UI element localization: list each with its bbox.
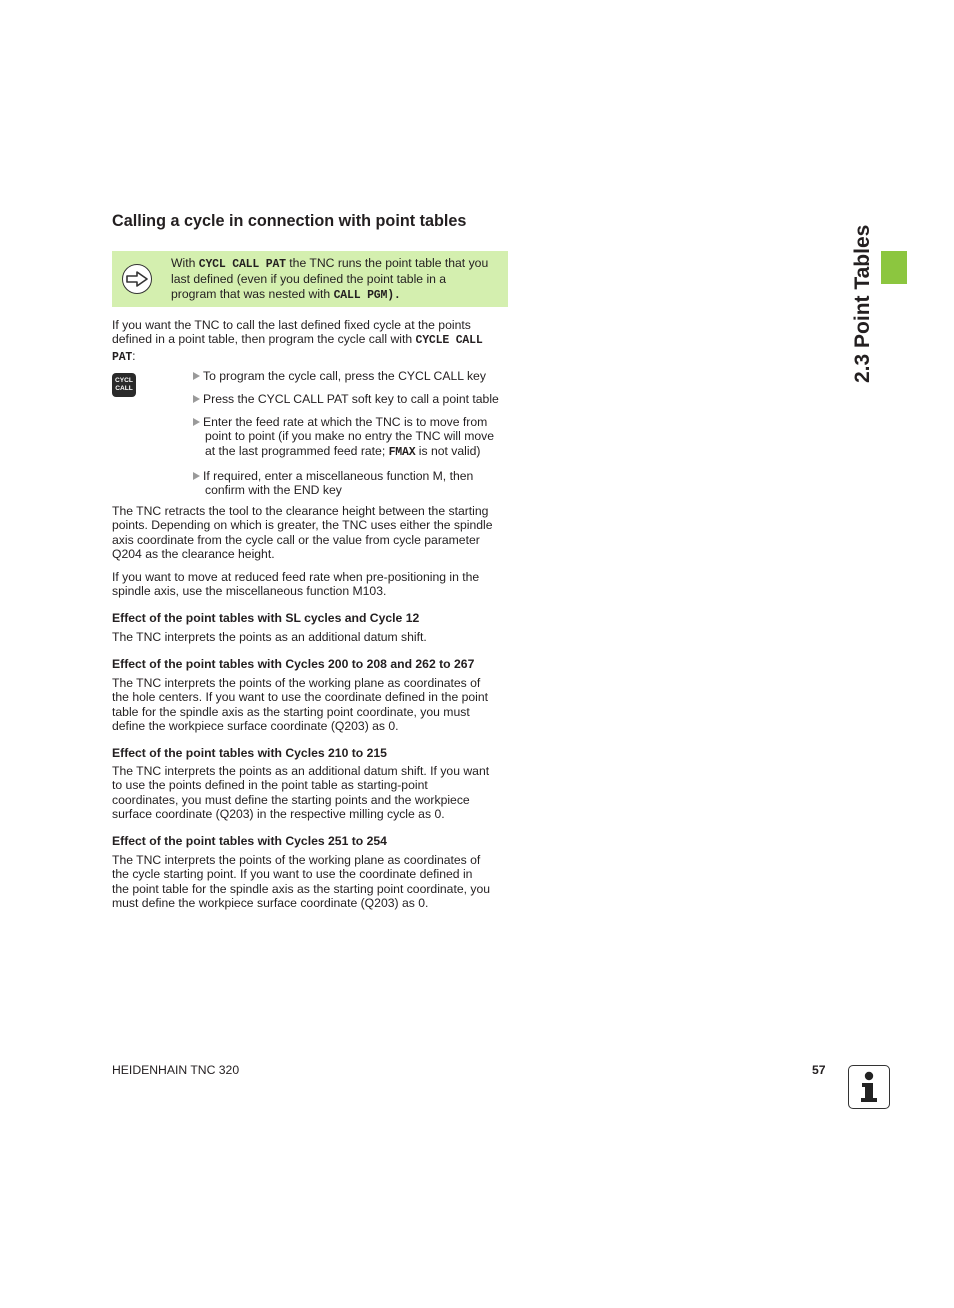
sub2-line-1: The TNC interprets the points of the working plane as coordinates of — [112, 676, 481, 690]
sub2-line-3: table for the spindle axis as the starting point coordinate, you must — [112, 704, 470, 719]
intro-line-1: If you want the TNC to call the last defined fixed cycle at the points — [112, 318, 471, 332]
note-text-2: the TNC runs the point table that you — [285, 256, 489, 270]
step-list — [193, 369, 513, 497]
subsection-title-cycles-251: Effect of the point tables with Cycles 251 to 254 — [112, 834, 387, 848]
reduced-line-1: If you want to move at reduced feed rate when pre-positioning in the — [112, 570, 480, 584]
step-4-line-1: If required, enter a miscellaneous function M, then — [203, 468, 474, 483]
sub3-line-1: The TNC interprets the points as an additional datum shift. If you want — [112, 764, 490, 778]
cycl-call-key-line-1: CYCL — [115, 377, 133, 385]
section-title: Calling a cycle in connection with point tables — [112, 212, 467, 230]
retract-line-2: points. Depending on which is greater, the TNC uses either the spindle — [112, 518, 493, 533]
arrow-right-icon — [122, 264, 152, 294]
step-item — [193, 415, 513, 460]
retract-paragraph — [112, 504, 512, 562]
step-3-line-3: at the last programmed feed rate; — [205, 443, 389, 458]
note-text-1: With — [171, 256, 199, 270]
triangle-bullet-icon — [193, 395, 200, 403]
step-2-line-1: Press the CYCL CALL PAT soft key to call a point table — [203, 391, 499, 406]
step-item — [193, 369, 513, 383]
step-1-line-1: To program the cycle call, press the CYCL CALL key — [203, 369, 486, 383]
retract-line-4: Q204 as the clearance height. — [112, 547, 275, 562]
triangle-bullet-icon — [193, 472, 200, 480]
retract-line-3: axis coordinate from the cycle call or the value from cycle parameter — [112, 532, 480, 547]
sub3-line-3: coordinates, you must define the starting points and the workpiece — [112, 792, 470, 807]
subsection-text-cycles-210 — [112, 764, 489, 822]
sub1-line-1: The TNC interprets the points as an additional datum shift. — [112, 630, 427, 644]
note-code-call-pgm: CALL PGM). — [333, 288, 401, 302]
note-code-cycl-call-pat: CYCL CALL PAT — [198, 258, 286, 271]
step-4-line-2: confirm with the END key — [205, 482, 342, 497]
step-item — [193, 392, 513, 406]
note-line-2: last defined (even if you defined the point table in a — [171, 272, 447, 287]
info-icon — [848, 1065, 890, 1109]
triangle-bullet-icon — [193, 372, 200, 380]
subsection-title-cycles-200: Effect of the point tables with Cycles 200 to 208 and 262 to 267 — [112, 657, 475, 671]
sub4-line-3: the point table for the spindle axis as the starting point coordinate, you — [112, 881, 491, 896]
reduced-line-2: spindle axis, use the miscellaneous function M103. — [112, 584, 387, 599]
sub2-line-2: the hole centers. If you want to use the coordinate defined in the point — [112, 690, 489, 705]
subsection-title-cycles-210: Effect of the point tables with Cycles 210 to 215 — [112, 746, 387, 760]
subsection-title-sl-cycles: Effect of the point tables with SL cycles and Cycle 12 — [112, 611, 420, 625]
chapter-tab — [881, 251, 907, 284]
footer-product-name: HEIDENHAIN TNC 320 — [112, 1063, 240, 1077]
subsection-text-cycles-200 — [112, 676, 488, 734]
sub4-line-1: The TNC interprets the points of the working plane as coordinates of — [112, 853, 481, 867]
step-3-line-1: Enter the feed rate at which the TNC is to move from — [203, 414, 488, 429]
sub2-line-4: define the workpiece surface coordinate (Q203) as 0. — [112, 719, 399, 734]
subsection-text-sl-cycles — [112, 630, 427, 644]
sub4-line-4: must define the workpiece surface coordinate (Q203) as 0. — [112, 896, 429, 911]
intro-line-2: defined in a point table, then program the cycle call with — [112, 332, 416, 347]
step-3-code-fmax: FMAX — [388, 445, 416, 459]
side-chapter-title: 2.3 Point Tables — [851, 224, 874, 383]
page-number: 57 — [812, 1063, 826, 1077]
retract-line-1: The TNC retracts the tool to the clearance height between the starting — [112, 504, 489, 518]
intro-code-pat: PAT — [112, 350, 133, 364]
step-item — [193, 469, 513, 498]
step-3-line-3-end: is not valid) — [415, 443, 481, 458]
cycl-call-key — [112, 373, 136, 397]
note-box — [112, 251, 508, 307]
sub4-line-2: the cycle starting point. If you want to use the coordinate defined in — [112, 867, 473, 882]
subsection-text-cycles-251 — [112, 853, 490, 911]
cycl-call-key-line-2: CALL — [115, 385, 133, 392]
intro-colon: : — [132, 348, 136, 363]
note-text — [171, 256, 507, 303]
sub3-line-4: surface coordinate (Q203) in the respective milling cycle as 0. — [112, 807, 445, 822]
reduced-feed-paragraph — [112, 570, 512, 599]
note-line-3: program that was nested with — [171, 286, 334, 301]
sub3-line-2: to use the points defined in the point table as starting-point — [112, 778, 428, 793]
step-3-line-2: point to point (if you make no entry the TNC will move — [205, 429, 495, 444]
triangle-bullet-icon — [193, 418, 200, 426]
intro-code-cycle-call: CYCLE CALL — [415, 334, 483, 348]
intro-paragraph — [112, 318, 512, 365]
